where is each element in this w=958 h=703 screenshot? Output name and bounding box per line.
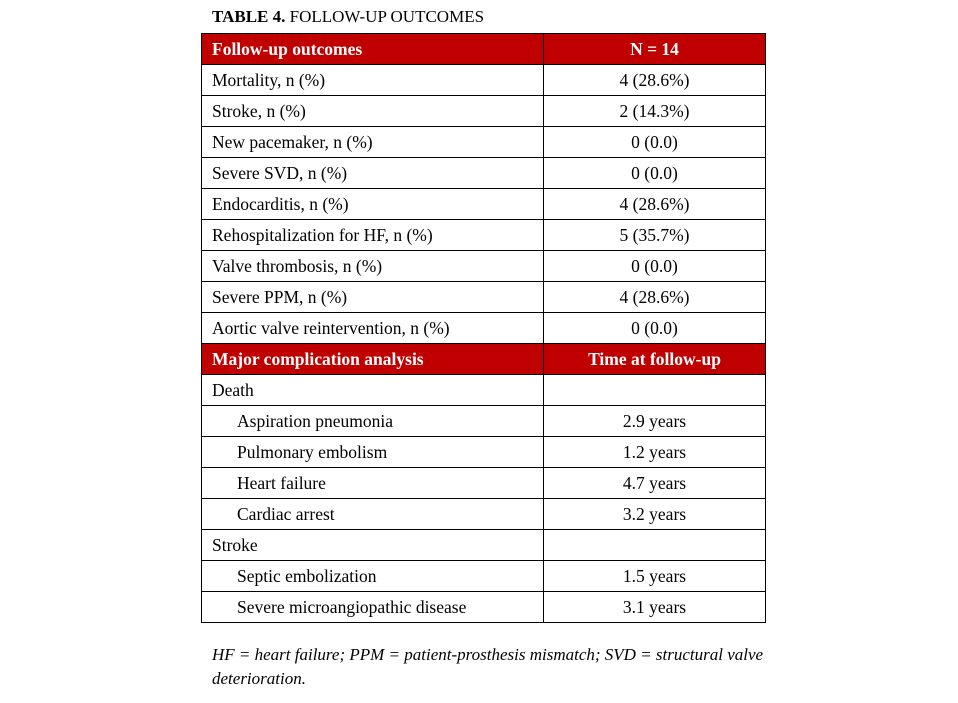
row-value: 4 (28.6%): [544, 189, 766, 220]
row-value: 5 (35.7%): [544, 220, 766, 251]
row-label: Stroke, n (%): [202, 96, 544, 127]
table-row: [202, 406, 766, 437]
table-row: [202, 65, 766, 96]
row-label: Mortality, n (%): [202, 65, 544, 96]
header-n: N = 14: [544, 34, 766, 65]
group-value-empty: [544, 530, 766, 561]
row-label: Heart failure: [202, 468, 544, 499]
row-label: Severe PPM, n (%): [202, 282, 544, 313]
row-value: 4.7 years: [544, 468, 766, 499]
row-value: 1.5 years: [544, 561, 766, 592]
group-row-death: [202, 375, 766, 406]
row-value: 3.2 years: [544, 499, 766, 530]
row-value: 3.1 years: [544, 592, 766, 623]
header-time-at-follow-up: Time at follow-up: [544, 344, 766, 375]
row-label: Septic embolization: [202, 561, 544, 592]
table-title: FOLLOW-UP OUTCOMES: [285, 7, 485, 26]
row-label: Severe microangiopathic disease: [202, 592, 544, 623]
table-header-complications: [202, 344, 766, 375]
table-row: [202, 499, 766, 530]
row-label: Severe SVD, n (%): [202, 158, 544, 189]
row-value: 1.2 years: [544, 437, 766, 468]
table-row: [202, 468, 766, 499]
row-value: 0 (0.0): [544, 127, 766, 158]
table-row: [202, 220, 766, 251]
row-label: Pulmonary embolism: [202, 437, 544, 468]
follow-up-outcomes-table: [201, 33, 766, 623]
table-number: TABLE 4.: [212, 7, 286, 26]
table-row: [202, 189, 766, 220]
table-row: [202, 251, 766, 282]
table-row: [202, 592, 766, 623]
group-value-empty: [544, 375, 766, 406]
table-row: [202, 96, 766, 127]
row-value: 4 (28.6%): [544, 65, 766, 96]
table-row: [202, 437, 766, 468]
group-label: Death: [202, 375, 544, 406]
header-major-complication-analysis: Major complication analysis: [202, 344, 544, 375]
row-label: Cardiac arrest: [202, 499, 544, 530]
table-row: [202, 561, 766, 592]
header-follow-up-outcomes: Follow-up outcomes: [202, 34, 544, 65]
row-value: 0 (0.0): [544, 251, 766, 282]
row-value: 0 (0.0): [544, 313, 766, 344]
row-value: 0 (0.0): [544, 158, 766, 189]
row-value: 4 (28.6%): [544, 282, 766, 313]
row-label: Endocarditis, n (%): [202, 189, 544, 220]
row-value: 2 (14.3%): [544, 96, 766, 127]
table-header-outcomes: [202, 34, 766, 65]
table-caption: [212, 6, 484, 28]
row-label: Valve thrombosis, n (%): [202, 251, 544, 282]
group-row-stroke: [202, 530, 766, 561]
table-row: [202, 282, 766, 313]
table-row: [202, 313, 766, 344]
group-label: Stroke: [202, 530, 544, 561]
table-row: [202, 127, 766, 158]
table-row: [202, 158, 766, 189]
row-value: 2.9 years: [544, 406, 766, 437]
row-label: Aspiration pneumonia: [202, 406, 544, 437]
row-label: Rehospitalization for HF, n (%): [202, 220, 544, 251]
row-label: Aortic valve reintervention, n (%): [202, 313, 544, 344]
table-footnote: HF = heart failure; PPM = patient-prosthesis mismatch; SVD = structural valve deterioration.: [212, 645, 764, 688]
row-label: New pacemaker, n (%): [202, 127, 544, 158]
